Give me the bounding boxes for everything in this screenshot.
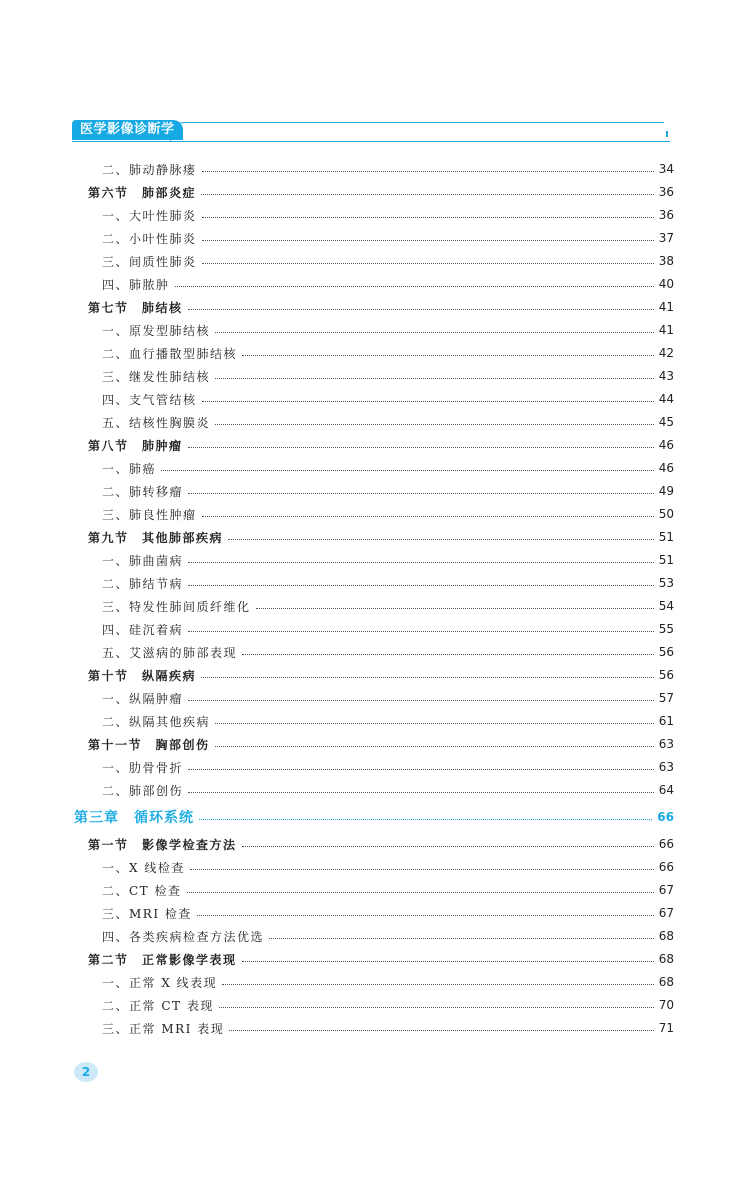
toc-item[interactable] — [102, 206, 674, 224]
toc-page-number: 36 — [658, 185, 674, 199]
toc-leader-dots — [188, 562, 654, 563]
toc-entry-title: 四、硅沉着病 — [102, 622, 184, 637]
toc-item[interactable] — [102, 1019, 674, 1037]
toc-entry-title: 一、大叶性肺炎 — [102, 208, 197, 223]
toc-entry-title: 第七节 肺结核 — [88, 300, 183, 315]
toc-entry-title: 第二节 正常影像学表现 — [88, 952, 237, 967]
toc-item[interactable] — [102, 505, 674, 523]
toc-item[interactable] — [102, 390, 674, 408]
toc-item[interactable] — [102, 904, 674, 922]
toc-page-number: 56 — [658, 645, 674, 659]
toc-leader-dots — [161, 470, 654, 471]
toc-entry-title: 一、正常 X 线表现 — [102, 975, 218, 990]
toc-section[interactable] — [88, 835, 674, 853]
toc-entry-title: 二、肺结节病 — [102, 576, 184, 591]
toc-leader-dots — [197, 915, 654, 916]
toc-leader-dots — [188, 792, 654, 793]
toc-leader-dots — [188, 309, 654, 310]
toc-item[interactable] — [102, 758, 674, 776]
toc-page-number: 63 — [658, 737, 674, 751]
toc-leader-dots — [215, 746, 654, 747]
toc-entry-title: 第八节 肺肿瘤 — [88, 438, 183, 453]
toc-entry-title: 二、正常 CT 表现 — [102, 998, 214, 1013]
toc-page-number: 68 — [658, 975, 674, 989]
toc-leader-dots — [188, 493, 654, 494]
toc-leader-dots — [202, 263, 654, 264]
toc-item[interactable] — [102, 927, 674, 945]
toc-entry-title: 一、纵隔肿瘤 — [102, 691, 184, 706]
toc-page-number: 63 — [658, 760, 674, 774]
toc-chapter[interactable] — [74, 808, 674, 826]
toc-page-number: 51 — [658, 530, 674, 544]
toc-leader-dots — [215, 332, 654, 333]
toc-leader-dots — [219, 1007, 654, 1008]
toc-leader-dots — [188, 585, 654, 586]
toc-page-number: 56 — [658, 668, 674, 682]
toc-entry-title: 三、肺良性肿瘤 — [102, 507, 197, 522]
toc-page-number: 66 — [657, 810, 674, 824]
toc-leader-dots — [201, 194, 654, 195]
toc-item[interactable] — [102, 620, 674, 638]
toc-page-number: 67 — [658, 883, 674, 897]
toc-leader-dots — [269, 938, 654, 939]
toc-page-number: 70 — [658, 998, 674, 1012]
toc-entry-title: 五、艾滋病的肺部表现 — [102, 645, 238, 660]
toc-entry-title: 三、特发性肺间质纤维化 — [102, 599, 251, 614]
toc-leader-dots — [215, 723, 654, 724]
toc-section[interactable] — [88, 666, 674, 684]
toc-item[interactable] — [102, 781, 674, 799]
toc-entry-title: 五、结核性胸膜炎 — [102, 415, 211, 430]
toc-page-number: 42 — [658, 346, 674, 360]
toc-item[interactable] — [102, 160, 674, 178]
toc-entry-title: 第六节 肺部炎症 — [88, 185, 197, 200]
toc-entry-title: 三、间质性肺炎 — [102, 254, 197, 269]
toc-page-number: 38 — [658, 254, 674, 268]
toc-leader-dots — [188, 769, 654, 770]
toc-page-number: 41 — [658, 323, 674, 337]
toc-section[interactable] — [88, 298, 674, 316]
toc-page-number: 57 — [658, 691, 674, 705]
toc-entry-title: 二、CT 检查 — [102, 883, 182, 898]
toc-page-number: 66 — [658, 837, 674, 851]
toc-entry-title: 三、MRI 检查 — [102, 906, 192, 921]
toc-page-number: 68 — [658, 929, 674, 943]
toc-leader-dots — [202, 516, 654, 517]
toc-entry-title: 四、肺脓肿 — [102, 277, 170, 292]
book-title: 医学影像诊断学 — [72, 120, 183, 140]
toc-leader-dots — [187, 892, 654, 893]
toc-leader-dots — [188, 447, 654, 448]
toc-entry-title: 一、肺癌 — [102, 461, 157, 476]
toc-item[interactable] — [102, 275, 674, 293]
toc-page-number: 68 — [658, 952, 674, 966]
toc-entry-title: 第十一节 胸部创伤 — [88, 737, 210, 752]
toc-item[interactable] — [102, 574, 674, 592]
toc-leader-dots — [175, 286, 654, 287]
toc-leader-dots — [202, 217, 654, 218]
toc-entry-title: 二、肺部创伤 — [102, 783, 184, 798]
toc-item[interactable] — [102, 973, 674, 991]
toc-leader-dots — [242, 654, 654, 655]
toc-section[interactable] — [88, 436, 674, 454]
page-number: 2 — [74, 1062, 98, 1082]
toc-page-number: 64 — [658, 783, 674, 797]
toc-leader-dots — [199, 819, 652, 820]
toc-leader-dots — [228, 539, 654, 540]
toc-entry-title: 一、肺曲菌病 — [102, 553, 184, 568]
toc-page-number: 49 — [658, 484, 674, 498]
toc-leader-dots — [188, 700, 654, 701]
toc-item[interactable] — [102, 482, 674, 500]
toc-entry-title: 二、肺动静脉瘘 — [102, 162, 197, 177]
toc-page-number: 66 — [658, 860, 674, 874]
toc-page-number: 46 — [658, 438, 674, 452]
toc-leader-dots — [202, 401, 654, 402]
toc-page-number: 50 — [658, 507, 674, 521]
toc-leader-dots — [229, 1030, 654, 1031]
toc-entry-title: 一、原发型肺结核 — [102, 323, 211, 338]
toc-item[interactable] — [102, 413, 674, 431]
toc-entry-title: 四、支气管结核 — [102, 392, 197, 407]
toc-leader-dots — [190, 869, 654, 870]
toc-page-number: 71 — [658, 1021, 674, 1035]
toc-entry-title: 二、小叶性肺炎 — [102, 231, 197, 246]
toc-leader-dots — [215, 378, 654, 379]
toc-item[interactable] — [102, 689, 674, 707]
toc-section[interactable] — [88, 183, 674, 201]
toc-page-number: 41 — [658, 300, 674, 314]
toc-entry-title: 第一节 影像学检查方法 — [88, 837, 237, 852]
toc-entry-title: 二、肺转移瘤 — [102, 484, 184, 499]
toc-section[interactable] — [88, 528, 674, 546]
toc-page-number: 46 — [658, 461, 674, 475]
toc-leader-dots — [256, 608, 654, 609]
toc-page-number: 53 — [658, 576, 674, 590]
toc-item[interactable] — [102, 321, 674, 339]
toc-leader-dots — [202, 240, 654, 241]
toc-item[interactable] — [102, 996, 674, 1014]
toc-entry-title: 四、各类疾病检查方法优选 — [102, 929, 265, 944]
toc-leader-dots — [188, 631, 654, 632]
toc-item[interactable] — [102, 367, 674, 385]
toc-page-number: 40 — [658, 277, 674, 291]
toc-item[interactable] — [102, 551, 674, 569]
toc-entry-title: 三、继发性肺结核 — [102, 369, 211, 384]
toc-entry-title: 一、肋骨骨折 — [102, 760, 184, 775]
toc-leader-dots — [222, 984, 654, 985]
toc-item[interactable] — [102, 597, 674, 615]
toc-item[interactable] — [102, 459, 674, 477]
toc-entry-title: 二、纵隔其他疾病 — [102, 714, 211, 729]
toc-entry-title: 第九节 其他肺部疾病 — [88, 530, 224, 545]
toc-entry-title: 第十节 纵隔疾病 — [88, 668, 197, 683]
toc-leader-dots — [215, 424, 654, 425]
toc-item[interactable] — [102, 229, 674, 247]
toc-section[interactable] — [88, 735, 674, 753]
toc-page-number: 61 — [658, 714, 674, 728]
toc-item[interactable] — [102, 344, 674, 362]
toc-item[interactable] — [102, 712, 674, 730]
toc-page-number: 34 — [658, 162, 674, 176]
toc-page-number: 44 — [658, 392, 674, 406]
toc-entry-title: 二、血行播散型肺结核 — [102, 346, 238, 361]
toc-leader-dots — [242, 961, 654, 962]
toc-section[interactable] — [88, 950, 674, 968]
toc-item[interactable] — [102, 881, 674, 899]
toc-leader-dots — [202, 171, 654, 172]
toc-item[interactable] — [102, 643, 674, 661]
toc-item[interactable] — [102, 858, 674, 876]
toc-page-number: 43 — [658, 369, 674, 383]
toc-item[interactable] — [102, 252, 674, 270]
toc-leader-dots — [201, 677, 654, 678]
toc-page-number: 51 — [658, 553, 674, 567]
toc-entry-title: 三、正常 MRI 表现 — [102, 1021, 225, 1036]
toc-page-number: 67 — [658, 906, 674, 920]
toc-page-number: 45 — [658, 415, 674, 429]
toc-entry-title: 一、X 线检查 — [102, 860, 185, 875]
toc-leader-dots — [242, 355, 654, 356]
toc-leader-dots — [242, 846, 654, 847]
toc-page-number: 37 — [658, 231, 674, 245]
toc-page-number: 54 — [658, 599, 674, 613]
toc-entry-title: 第三章 循环系统 — [74, 810, 194, 826]
toc-page-number: 55 — [658, 622, 674, 636]
toc-page-number: 36 — [658, 208, 674, 222]
